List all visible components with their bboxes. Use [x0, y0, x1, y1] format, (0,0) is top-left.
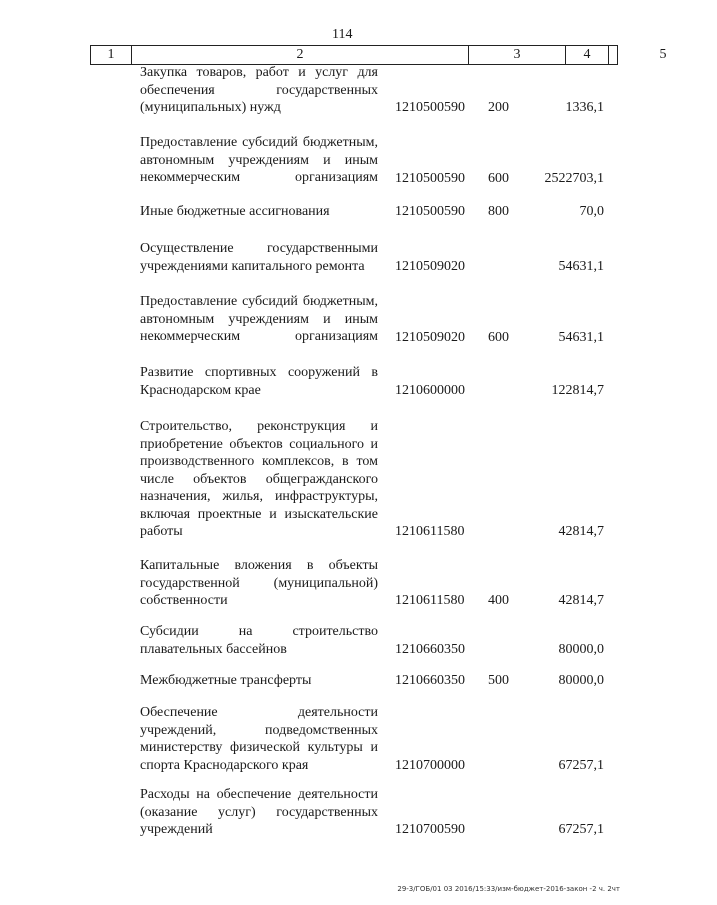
row-amount: 70,0 [579, 204, 604, 219]
footer-stamp: 29-3/ГОБ/01 03 2016/15:33/изм-бюджет-2016-закон -2 ч. 2чт [397, 885, 620, 893]
row-kind: 500 [488, 673, 509, 688]
row-name: Предоставление субсидий бюджетным, автономным учреждениям и иным некоммерческим организациям [140, 294, 378, 344]
row-name: Строительство, реконструкция и приобретение объектов социального и производственного комплексов, в том числе объектов общегражданского назначения, жилья, инфраструктуры, включая проектные и изыскательские работы [140, 419, 378, 539]
row-code: 1210500590 [395, 171, 465, 186]
header-col-2: 2 [296, 47, 304, 62]
row-amount: 1336,1 [565, 100, 604, 115]
row-code: 1210509020 [395, 330, 465, 345]
row-code: 1210660350 [395, 673, 465, 688]
row-name: Иные бюджетные ассигнования [140, 204, 330, 219]
table-header [90, 45, 667, 65]
row-name: Предоставление субсидий бюджетным, автономным учреждениям и иным некоммерческим организациям [140, 135, 378, 185]
row-kind: 600 [488, 171, 509, 186]
row-amount: 42814,7 [558, 524, 604, 539]
row-name: Осуществление государственными учреждениями капитального ремонта [140, 241, 378, 274]
row-amount: 67257,1 [558, 758, 604, 773]
row-name: Капитальные вложения в объекты государственной (муниципальной) собственности [140, 558, 378, 608]
row-code: 1210500590 [395, 100, 465, 115]
row-amount: 67257,1 [558, 822, 604, 837]
row-kind: 600 [488, 330, 509, 345]
row-code: 1210509020 [395, 259, 465, 274]
row-code: 1210611580 [395, 593, 465, 608]
row-code: 1210700590 [395, 822, 465, 837]
row-amount: 122814,7 [551, 383, 604, 398]
row-kind: 200 [488, 100, 509, 115]
row-name: Расходы на обеспечение деятельности (оказание услуг) государственных учреждений [140, 787, 378, 837]
row-name: Межбюджетные трансферты [140, 673, 312, 688]
page-number: 114 [332, 27, 353, 42]
row-amount: 42814,7 [558, 593, 604, 608]
row-name: Закупка товаров, работ и услуг для обеспечения государственных (муниципальных) нужд [140, 65, 378, 115]
header-col-4: 4 [583, 47, 591, 62]
row-code: 1210660350 [395, 642, 465, 657]
row-code: 1210600000 [395, 383, 465, 398]
row-amount: 80000,0 [558, 642, 604, 657]
row-name: Субсидии на строительство плавательных бассейнов [140, 624, 378, 657]
row-name: Обеспечение деятельности учреждений, подведомственных министерству физической культуры и спорта Краснодарского края [140, 705, 378, 773]
row-amount: 54631,1 [558, 330, 604, 345]
row-kind: 800 [488, 204, 509, 219]
row-amount: 54631,1 [558, 259, 604, 274]
row-code: 1210700000 [395, 758, 465, 773]
row-kind: 400 [488, 593, 509, 608]
row-amount: 2522703,1 [544, 171, 604, 186]
row-name: Развитие спортивных сооружений в Краснодарском крае [140, 365, 378, 398]
row-code: 1210611580 [395, 524, 465, 539]
header-col-1: 1 [107, 47, 115, 62]
header-col-3: 3 [513, 47, 521, 62]
row-code: 1210500590 [395, 204, 465, 219]
header-col-5: 5 [659, 47, 667, 62]
row-amount: 80000,0 [558, 673, 604, 688]
